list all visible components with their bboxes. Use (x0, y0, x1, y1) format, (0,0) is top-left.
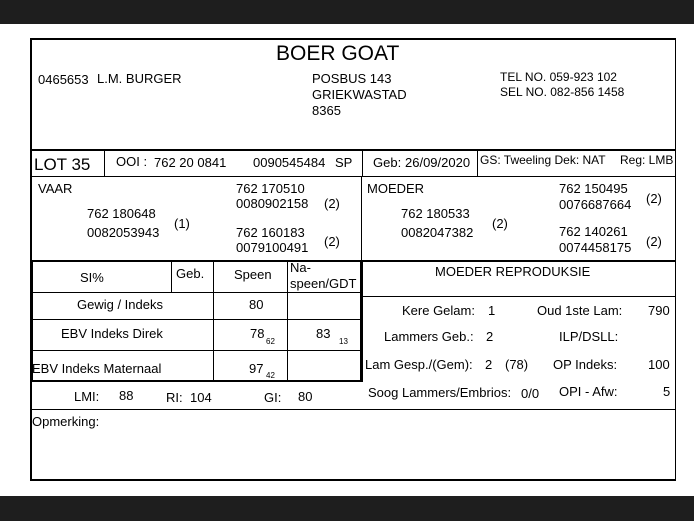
kere-gelam-label: Kere Gelam: (402, 303, 475, 318)
ebv-direct-naspeen-accuracy: 13 (339, 337, 348, 346)
geb-header: Geb. (176, 266, 205, 281)
soog-lammers-label: Soog Lammers/Embrios: (368, 385, 512, 400)
si-row-line-1 (30, 292, 363, 293)
moeder-label: MOEDER (367, 181, 425, 196)
telephone: TEL NO. 059-923 102 (500, 70, 617, 84)
breeder-number: 0465653 (38, 72, 89, 87)
vaar-sire-grade: (2) (324, 196, 340, 211)
si-row-line-3 (30, 350, 363, 351)
si-col-line-1 (171, 261, 172, 292)
ebv-direct-speen: 78 (250, 326, 265, 341)
birth-label: Geb: (373, 155, 402, 170)
ebv-direct-naspeen: 83 (316, 326, 331, 341)
ooi-label: OOI : (116, 154, 148, 169)
ebv-direct-speen-accuracy: 62 (266, 337, 275, 346)
gi-value: 80 (298, 389, 313, 404)
si-table-bottom (30, 380, 363, 382)
ooi-id: 0090545484 (253, 155, 326, 170)
moeder-dam-id: 0074458175 (559, 240, 632, 255)
ilp-dsll-label: ILP/DSLL: (559, 329, 619, 344)
lot-number: LOT 35 (34, 155, 91, 174)
cellphone: SEL NO. 082-856 1458 (500, 85, 625, 99)
op-indeks-label: OP Indeks: (553, 357, 618, 372)
address-line-2: GRIEKWASTAD (312, 87, 407, 102)
moeder-sire-grade: (2) (646, 191, 662, 206)
lammers-geb-value: 2 (486, 329, 494, 344)
lot-divider-2 (362, 150, 363, 177)
divider-indices-bottom (30, 409, 676, 410)
opi-afw-value: 5 (663, 384, 671, 399)
moeder-id: 0082047382 (401, 225, 474, 240)
ooi-number: 762 20 0841 (154, 155, 227, 170)
moeder-sire-id: 0076687664 (559, 197, 632, 212)
ebv-maternal-label: EBV Indeks Maternaal (32, 361, 162, 376)
lmi-value: 88 (119, 388, 134, 403)
address-line-1: POSBUS 143 (312, 71, 392, 86)
divider-header (30, 149, 676, 151)
moeder-dam-number: 762 140261 (559, 224, 628, 239)
ooi-grade: SP (335, 155, 353, 170)
lam-gesp-value: 2 (485, 357, 493, 372)
lot-divider-3 (477, 150, 478, 177)
ebv-direct-label: EBV Indeks Direk (61, 326, 163, 341)
si-table-right (360, 260, 363, 382)
vaar-number: 762 180648 (87, 206, 156, 221)
speen-header: Speen (234, 267, 272, 282)
breeder-name: L.M. BURGER (97, 71, 182, 86)
gs-info: GS: Tweeling Dek: NAT (480, 153, 606, 167)
registration: Reg: LMB (620, 153, 674, 167)
birth-date: 26/09/2020 (405, 155, 471, 170)
vaar-sire-id: 0080902158 (236, 196, 309, 211)
op-indeks-value: 100 (648, 357, 670, 372)
lam-gesp-label: Lam Gesp./(Gem): (365, 357, 473, 372)
weight-index-speen: 80 (249, 297, 264, 312)
oud-1ste-lam-value: 790 (648, 303, 670, 318)
moeder-sire-number: 762 150495 (559, 181, 628, 196)
border-right (675, 38, 676, 480)
catalogue-card (0, 24, 694, 496)
naspeen-header-line-1: Na- (290, 260, 311, 275)
reproduksie-title: MOEDER REPRODUKSIE (435, 264, 591, 279)
border-bottom (30, 479, 676, 481)
oud-1ste-lam-label: Oud 1ste Lam: (537, 303, 623, 318)
vaar-label: VAAR (38, 181, 73, 196)
ebv-maternal-speen-accuracy: 42 (266, 371, 275, 380)
vaar-dam-id: 0079100491 (236, 240, 309, 255)
vaar-dam-number: 762 160183 (236, 225, 305, 240)
vaar-id: 0082053943 (87, 225, 160, 240)
divider-pedigree (30, 260, 676, 262)
moeder-number: 762 180533 (401, 206, 470, 221)
si-col-line-2 (213, 261, 214, 381)
ebv-maternal-speen: 97 (249, 361, 264, 376)
ri-label: RI: (166, 390, 183, 405)
border-top (30, 38, 676, 40)
weight-index-label: Gewig / Indeks (77, 297, 163, 312)
si-row-line-2 (30, 319, 363, 320)
naspeen-header-line-2: speen/GDT (290, 276, 357, 291)
lmi-label: LMI: (74, 389, 100, 404)
address-line-3: 8365 (312, 103, 341, 118)
ri-value: 104 (190, 390, 212, 405)
vaar-grade: (1) (174, 216, 190, 231)
pedigree-divider (361, 177, 362, 261)
divider-lot (30, 176, 676, 177)
moeder-dam-grade: (2) (646, 234, 662, 249)
lam-gesp-average: (78) (505, 357, 529, 372)
soog-lammers-value: 0/0 (521, 386, 540, 401)
vaar-sire-number: 762 170510 (236, 181, 305, 196)
gi-label: GI: (264, 390, 282, 405)
moeder-grade: (2) (492, 216, 508, 231)
opi-afw-label: OPI - Afw: (559, 384, 618, 399)
lammers-geb-label: Lammers Geb.: (384, 329, 474, 344)
si-col-line-3 (287, 261, 288, 381)
kere-gelam-value: 1 (488, 303, 496, 318)
reproduksie-title-line (362, 296, 676, 297)
si-header: SI% (80, 270, 104, 285)
lot-divider-1 (104, 150, 105, 177)
vaar-dam-grade: (2) (324, 234, 340, 249)
opmerking-label: Opmerking: (32, 414, 100, 429)
breed-title: BOER GOAT (276, 42, 400, 65)
